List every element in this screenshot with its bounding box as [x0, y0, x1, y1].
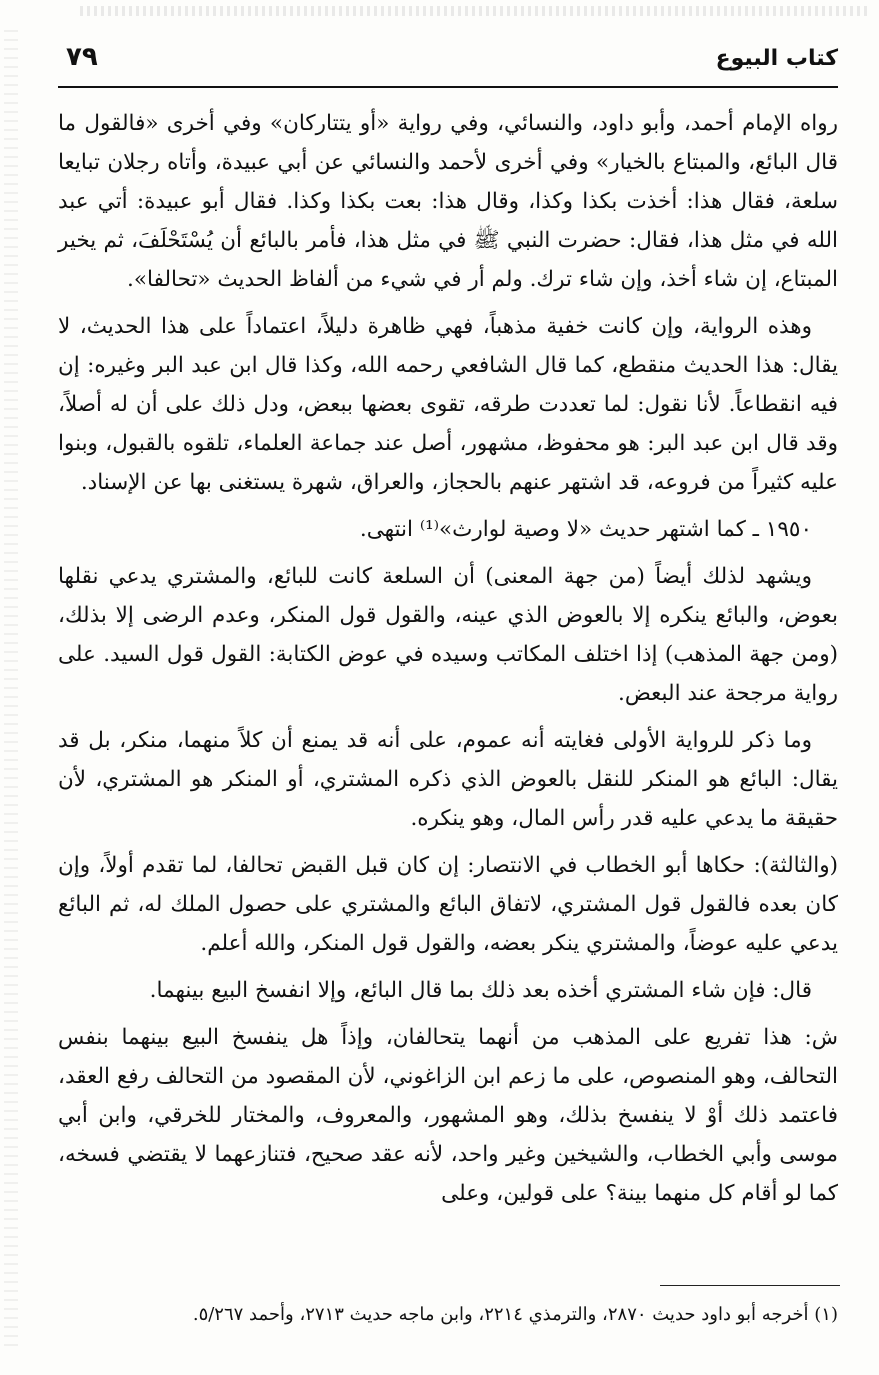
footnote-rule [660, 1285, 840, 1286]
header-rule [58, 86, 838, 88]
page-header [58, 40, 838, 84]
paragraph-6: (والثالثة): حكاها أبو الخطاب في الانتصار: إن كان قبل القبض تحالفا، لما تقدم أولاً، وإن كان بعده فالقول قول المشتري، لاتفاق البائع والمشتري على حصول الملك له، ثم البائع يدعي عليه عوضاً، والمشتري ينكر بعضه، والقول قول المنكر، والله أعلم. [58, 853, 838, 956]
paragraph-7: قال: فإن شاء المشتري أخذه بعد ذلك بما قال البائع، وإلا انفسخ البيع بينهما. [149, 978, 812, 1003]
paragraph-2: وهذه الرواية، وإن كانت خفية مذهباً، فهي ظاهرة دليلاً، اعتماداً على هذا الحديث، لا يقال: هذا الحديث منقطع، كما قال الشافعي رحمه الله، وكذا قال ابن عبد البر وغيره: إن فيه انقطاعاً. لأنا نقول: لما تعددت طرقه، تقوى بعضها ببعض، ودل ذلك على أن له أصلاً، وقد قال ابن عبد البر: هو محفوظ، مشهور، أصل عند جماعة العلماء، تلقوه بالقبول، وبنوا عليه كثيراً من فروعه، قد اشتهر عنهم بالحجاز، والعراق، شهرة يستغنى بها عن الإسناد. [58, 314, 838, 495]
paragraph-3: ١٩٥٠ ـ كما اشتهر حديث «لا وصية لوارث»⁽¹⁾ انتهى. [359, 517, 812, 542]
page-number: ٧٩ [66, 42, 98, 72]
paragraph-4: ويشهد لذلك أيضاً (من جهة المعنى) أن السلعة كانت للبائع، والمشتري يدعي نقلها بعوض، والبائع ينكره إلا بالعوض الذي عينه، والقول قول المنكر، وعدم الرضى إلا بذلك، (ومن جهة المذهب) إذا اختلف المكاتب وسيده في عوض الكتابة: القول قول السيد. على رواية مرجحة عند البعض. [58, 564, 838, 706]
scan-noise-top [80, 6, 870, 16]
running-title: كتاب البيوع [715, 46, 838, 71]
scan-noise-left [4, 30, 18, 1350]
paragraph-5: وما ذكر للرواية الأولى فغايته أنه عموم، على أنه قد يمنع أن كلاً منهما، منكر، بل قد يقال: البائع هو المنكر للنقل بالعوض الذي ذكره المشتري، أو المنكر هو المشتري، لأن حقيقة ما يدعي عليه قدر رأس المال، وهو ينكره. [58, 728, 838, 831]
body-text [58, 104, 838, 1221]
paragraph-8: ش: هذا تفريع على المذهب من أنهما يتحالفان، وإذاً هل ينفسخ البيع بينهما بنفس التحالف، وهو المنصوص، على ما زعم ابن الزاغوني، لأن المقصود من التحالف رفع العقد، فاعتمد ذلك أوْ لا ينفسخ بذلك، وهو المشهور، والمعروف، والمختار للخرقي، وابن أبي موسى وأبي الخطاب، والشيخين وغير واحد، لأنه عقد صحيح، فتنازعهما لا يقتضي فسخه، كما لو أقام كل منهما بينة؟ على قولين، وعلى [58, 1025, 838, 1206]
footnote: (١) أخرجه أبو داود حديث ٢٨٧٠، والترمذي ٢٢١٤، وابن ماجه حديث ٢٧١٣، وأحمد ٥/٢٦٧. [192, 1304, 838, 1325]
paragraph-1: رواه الإمام أحمد، وأبو داود، والنسائي، وفي رواية «أو يتتاركان» وفي أخرى «فالقول ما قال البائع، والمبتاع بالخيار» وفي أخرى لأحمد والنسائي عن أبي عبيدة، وأتاه رجلان تبايعا سلعة، فقال هذا: أخذت بكذا وكذا، وقال هذا: بعت بكذا وكذا. فقال أبو عبيدة: أتي عبد الله في مثل هذا، فقال: حضرت النبي ﷺ في مثل هذا، فأمر بالبائع أن يُسْتَحْلَفَ، ثم يخير المبتاع، إن شاء أخذ، وإن شاء ترك. ولم أر في شيء من ألفاظ الحديث «تحالفا». [58, 111, 838, 292]
